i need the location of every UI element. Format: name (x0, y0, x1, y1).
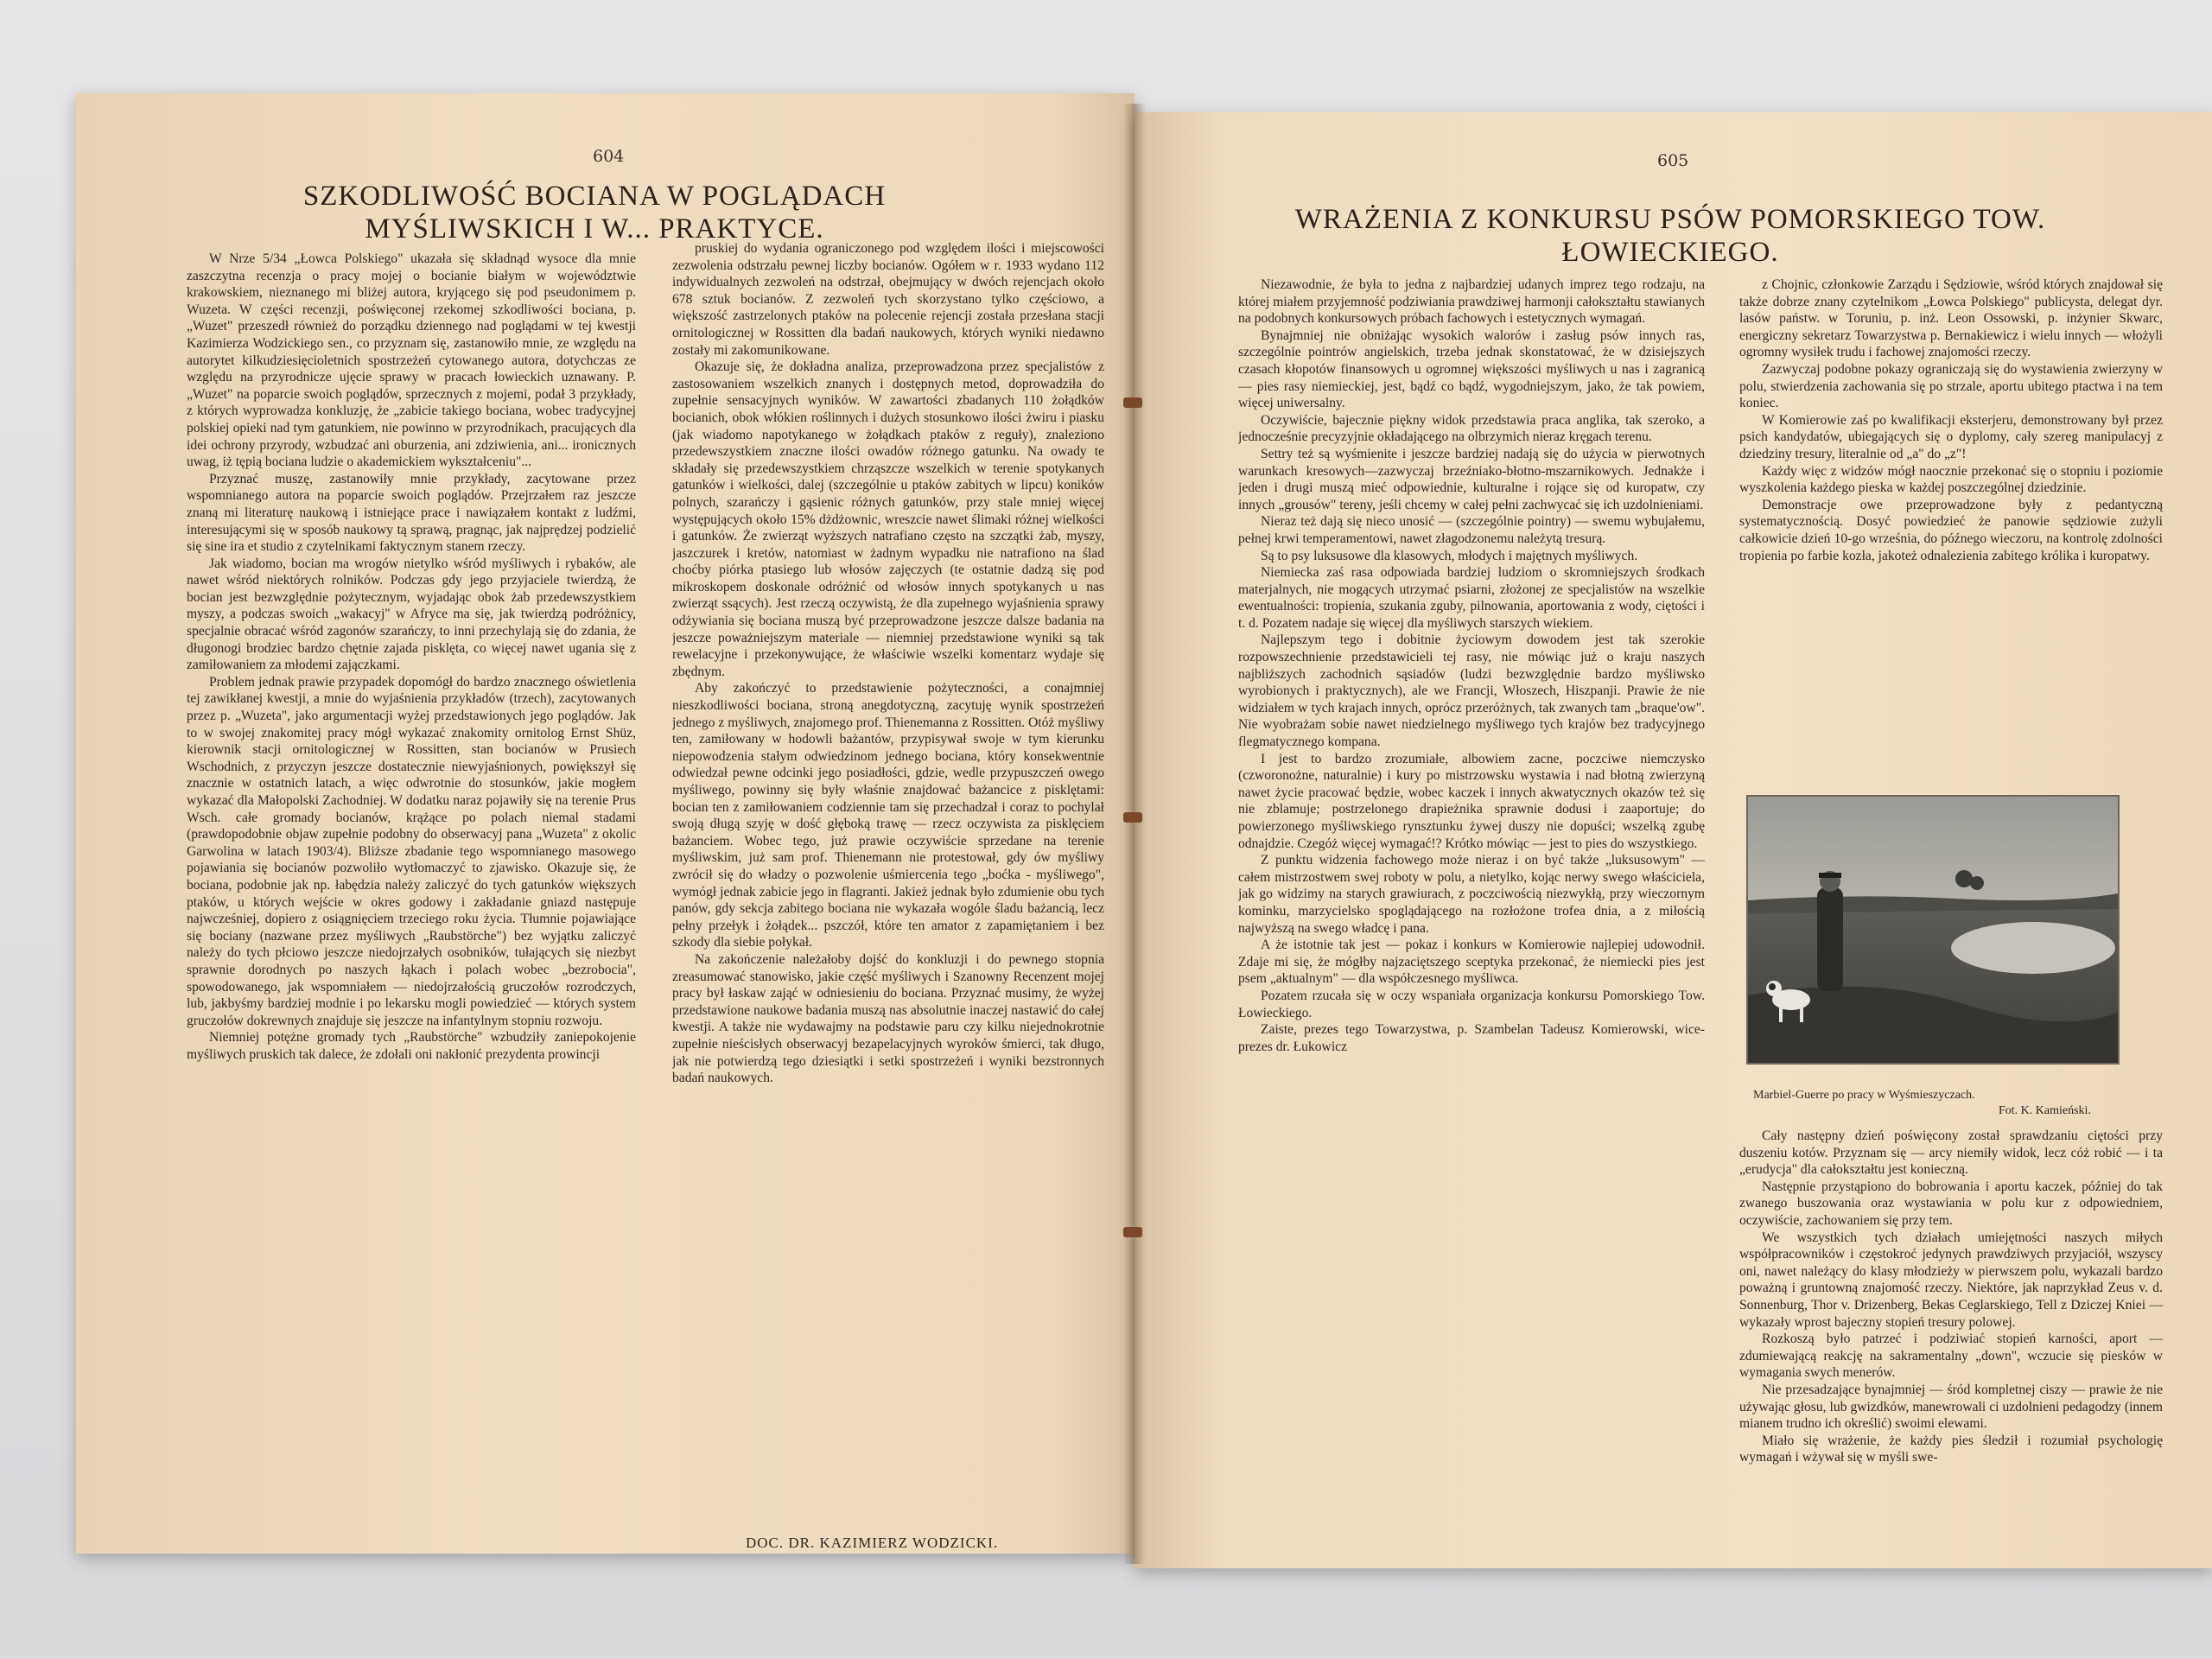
paragraph: Aby zakończyć to przedstawienie pożyteczności, a conajmniej nieszkodliwości bociana, stroną anegdotyczną, zacytuję wynik spostrzeżeń jednego z myśliwych, znajomego prof. Thienemanna z Rossitten. Otóż myśliwy ten, zamiłowany w hodowli bażantów, przypisywał swoje w tym kierunku niepowodzenia stałym odwiedzinom jednego bociana, który konsekwentnie odwiedzał pewne odcinki jego posiadłości, gdzie, wedle przypuszczeń owego myśliwego, powinny się były właśnie znajdować bażancice z pisklętami: bocian ten z zamiłowaniem codziennie tam się przechadzał i coraz to pochylał swoją długą szyję w dość głęboką trawę — rzecz oczywista za pisklęciem bażanciem. Wobec tego, już prawie oczywiście sprzedane na terenie myśliwskim, już sam prof. Thienemann nie protestował, gdy ów myśliwy zwrócił się do władzy o pozwolenie uśmiercenia tego „boćka - myśliwego", wymógł jednak zabicie jego in flagranti. Jakież jednak było zdumienie obu tych panów, gdy sekcja zabitego bociana nie wykazała wogóle śladu bażancią, lecz pełny przełyk i żołądek... pszczół, które ten amator z zapamiętaniem i bez szkody dla siebie połykał. (672, 681, 1104, 950)
paragraph: Cały następny dzień poświęcony został sprawdzaniu ciętości przy duszeniu kotów. Przyznam się — arcy niemiły widok, lecz cóż robić — i ta „erudycja" dla całokształtu jest konieczną. (1739, 1128, 2163, 1178)
paragraph: Są to psy luksusowe dla klasowych, młodych i majętnych myśliwych. (1261, 548, 1638, 563)
paragraph: Niemniej potężne gromady tych „Raubstörche" wzbudziły zaniepokojenie myśliwych pruskich tak dalece, że zdołali oni nakłonić prezydenta prowincji (187, 1030, 636, 1062)
page-number-right: 605 (1657, 151, 1689, 170)
article-column-left-2 (672, 240, 1104, 1476)
paragraph: I jest to bardzo zrozumiałe, albowiem zacne, poczciwe niemczysko (czworonożne, naturalnie) i kury po mistrzowsku wystawia i nad błotną zwierzyną nawet życie pracować będzie, wobec kaczek i innych akwatycznych okazów też się nie zblamuje; postrzelonego drapieżnika sprawnie dodusi i zaaportuje; do powierzonego myśliwskiego rynsztunku żywej duszy nie dopuści; wszelką zgubę odnajdzie. Czegóż więcej wymagać!? Krótko mówiąc — jest to pies do wszystkiego. (1238, 751, 1705, 851)
paragraph: Następnie przystąpiono do bobrowania i aportu kaczek, później do tak zwanego buszowania oraz wystawiania w polu kur z odpowiedniem, oczywiście, zachowaniem się przy tem. (1739, 1179, 2163, 1228)
left-page (76, 93, 1135, 1554)
paragraph: z Chojnic, członkowie Zarządu i Sędziowie, wśród których znajdował się także dobrze znany czytelnikom „Łowca Polskiego" publicysta, delegat dyr. lasów państw. w Toruniu, p. inż. Leon Ossowski, p. inżynier Skwarc, energiczny sekretarz Towarzystwa p. Bernakiewicz i wielu innych — włożyli ogromny wysiłek trudu i fachowej znajomości rzeczy. (1739, 277, 2163, 360)
article-column-left-1 (187, 251, 636, 1547)
paragraph: Problem jednak prawie przypadek dopomógł do bardzo znacznego oświetlenia tej zawikłanej kwestji, a mnie do wyjaśnienia przykładów (trzech), zacytowanych przez p. „Wuzeta", jako argumentacji wyżej przedstawionych jego poglądów. Jak to w swojej znakomitej pracy mógł wykazać znakomity ornitolog Ernst Shüz, kierownik stacji ornitologicznej w Rossitten, stan bocianów w Prusiech Wschodnich, z przyczyn jeszcze dostatecznie niewyjaśnionych, powiększył się znacznie w ostatnich latach, a więc odwrotnie do stosunków, jakie mogłem wykazać dla Małopolski Zachodniej. W dodatku naraz pojawiły się na terenie Prus Wsch. całe gromady bocianów, krążące po polach niemal stadami (prawdopodobnie objaw zupełnie podobny do obserwacyj pana „Wuzeta" z okolic Garwolina w latach 1903/4). Bliższe zbadanie tego wspomnianego masowego pojawiania się bocianów pozwoliło wytłomaczyć to zjawisko. Okazuje się, że bociana, podobnie jak np. łabędzia należy zaliczyć do tych gatunków większych ptaków, u których wejście w okres godowy i zakładanie gniazd następuje najwcześniej, dopiero z osiągnięciem trzeciego roku życia. Tłumnie pojawiające się bociany (nazwane przez myśliwych „Raubstörche") bez wyjątku zaliczyć należy do tych płciowo jeszcze niedojrzałych osobników, tułających się niezbyt sprawnie dorodnych po naszych łąkach i polach wobec „bezrobocia", spowodowanego, jak wspomniałem — niedojrzałością gruczołów rozrodczych, lub, jakbyśmy bardziej modnie i po lekarsku mogli powiedzieć — których system gruczołów dokrewnych znajduje się jeszcze na infantylnym stopniu rozwoju. (187, 674, 636, 1028)
paragraph: W Nrze 5/34 „Łowca Polskiego" ukazała się składnąd wysoce dla mnie zaszczytna recenzja o pracy mojej o bocianie białym w województwie krakowskiem, nieznanego mi bliżej autora, kryjącego się pod pseudonimem p. Wuzeta. W części recenzji, poświęconej rzekomej szkodliwości bociana, p. „Wuzet" przeszedł również do porządku dziennego nad poglądami w tej kwestji Kazimierza Wodzickiego sen., co przyznam się, zastanowiło mnie, ze względu na autorytet kilkudziesięcioletnich spostrzeżeń cytowanego autora, dotychczas ze względu na przyrodnicze ujęcie sprawy w pracach łowieckich uznawany. P. „Wuzet" na poparcie swoich poglądów, sprzecznych z mojemi, podał 3 przykłady, z których wyprowadza konkluzję, że „zabicie takiego bociana, wobec tradycyjnej polskiej opieki nad tym gatunkiem, nie powinno w przyrodnikach, pracujących dla idei ochrony przyrody, wzbudzać ani oburzenia, ani zdziwienia, ani... ironicznych uwag, iż tępią bociana ludzie o akademickiem wykształceniu"... (187, 251, 636, 470)
binding-staple-top (1123, 397, 1142, 408)
page-gutter (1123, 104, 1146, 1564)
paragraph: Oczywiście, bajecznie piękny widok przedstawia praca anglika, tak szeroko, a jednocześnie precyzyjnie okładającego na olbrzymich nieraz kręgach terenu. (1238, 412, 1705, 445)
photo-caption: Marbiel-Guerre po pracy w Wyśmieszyczach. (1753, 1089, 1975, 1102)
paragraph: Zaiste, prezes tego Towarzystwa, p. Szambelan Tadeusz Komierowski, wice-prezes dr. Łukowicz (1238, 1022, 1705, 1054)
paragraph: Najlepszym tego i dobitnie życiowym dowodem jest tak szerokie rozpowszechnienie przedstawicieli tej rasy, nie mówiąc już o kraju naszych najbliższych zachodnich sąsiadów (ludzi bezwzględnie bardzo myśliwsko wyrobionych i praktycznych), ale we Francji, Włoszech, Hiszpanji. Prawie że nie widziałem w tych krajach innych, oprócz przeróżnych, tak zwanych tam „braque'ow". Nie wyobrażam sobie nawet niedzielnego myśliwego tych krajów bez tradycyjnego flegmatycznego kompana. (1238, 632, 1705, 750)
paragraph: Niezawodnie, że była to jedna z najbardziej udanych imprez tego rodzaju, na której miałem przyjemność podziwiania prawdziwej harmonji całokształtu stawianych na podobnych konkursowych próbach fachowych i estetycznych wymagań. (1238, 277, 1705, 327)
binding-staple-middle (1123, 812, 1142, 823)
paragraph: Nieraz też dają się nieco unosić — (szczególnie pointry) — swemu wybujałemu, pełnej krwi temperamentowi, nawet złagodzonemu należytą tresurą. (1238, 514, 1705, 546)
article-title-left: SZKODLIWOŚĆ BOCIANA W POGLĄDACH MYŚLIWSKICH I W... PRAKTYCE. (302, 181, 887, 245)
author-signature: DOC. DR. KAZIMIERZ WODZICKI. (746, 1535, 999, 1551)
article-column-right-1 (1238, 276, 1705, 1538)
article-column-right-2-top (1739, 276, 2163, 786)
paragraph: Miało się wrażenie, że każdy pies śledził i rozumiał psychologię wymagań i wżywał się w myśli swe- (1739, 1433, 2163, 1465)
paragraph: Demonstracje owe przeprowadzone były z pedantyczną systematycznością. Dosyć powiedzieć że panowie sędziowie zużyli całkowicie dzień 10-go września, do późnego wieczoru, na kontrolę zdolności tropienia po farbie kozła, jakoteż odnalezienia zabitego królika i kuropatwy. (1739, 497, 2163, 563)
paragraph: W Komierowie zaś po kwalifikacji eksterjeru, demonstrowany był przez psich kandydatów, ubiegających się o dyplomy, cały szereg manipulacyj z dziedziny tresury, literalnie od „a" do „z"! (1739, 412, 2163, 461)
paragraph: Przyznać muszę, zastanowiły mnie przykłady, zacytowane przez wspomnianego autora na poparcie swoich poglądów. Przejrzałem raz jeszcze znaną mi literaturę naukową i istniejące prace i nawiązałem kontakt z ludźmi, interesującymi się w sposób naukowy tą sprawą, pragnąc, jak najprędzej podzielić się sine ira et studio z czytelnikami faktycznym stanem rzeczy. (187, 471, 636, 555)
article-title-right: WRAŻENIA Z KONKURSU PSÓW POMORSKIEGO TOW. ŁOWIECKIEGO. (1294, 204, 2046, 268)
paragraph: Pozatem rzucała się w oczy wspaniała organizacja konkursu Pomorskiego Tow. Łowieckiego. (1238, 988, 1705, 1020)
paragraph: Okazuje się, że dokładna analiza, przeprowadzona przez specjalistów z zastosowaniem wszelkich znanych i dostępnych metod, doprowadziła do zupełnie sensacyjnych wyników. W zawartości zbadanych 110 żołądków bocianich, obok włókien roślinnych i dużych stosunkowo ilości żwiru i piasku (jak wiadomo napotykanego w żołądkach ptaków z reguły), znaleziono przedewszystkiem znaczne ilości owadów różnego gatunku. Na owady te składały się przedewszystkiem chrząszcze wszelkich w terenie spotykanych gatunków i wielkości, dalej (szczególnie u ptaków zabitych w lipcu) koników polnych, szarańczy i gąsienic różnych gatunków, przy stale mniej więcej występujących około 15% dżdżownic, wreszcie nawet ślimaki różnej wielkości i gatunków. Że zwierząt wyższych natrafiano często na szczątki żab, myszy, jaszczurek i kretów, natomiast w żadnym wypadku nie natrafiono na ślad choćby piórka ptasiego lub włosów zajęczych (te ostatnie dadzą się pod mikroskopem doskonale odróżnić od włosów innych spotykanych u nas zwierząt ssących). Jest rzeczą oczywistą, że dla zupełnego wyjaśnienia sprawy odżywiania się bociana muszą być przeprowadzone jeszcze dalsze badania na jeszcze poważniejszym materiale — niemniej przedstawione wyniki są tak rewelacyjne i przekonywujące, że właściwie wszelki komentarz wydaje się zbędnym. (672, 359, 1104, 679)
paragraph: Każdy więc z widzów mógł naocznie przekonać się o stopniu i poziomie wyszkolenia każdego pieska w każdej poszczególnej dziedzinie. (1739, 463, 2163, 496)
paragraph: Z punktu widzenia fachowego może nieraz i on być także „luksusowym" — całem mistrzostwem swej roboty w polu, a nietylko, kojąc nerwy swego właściciela, jak go widzimy na starych grawiurach, z poczciwością niezwykłą, przy wieczornym kominku, marzycielsko spoglądającego na rozłożone trofea dnia, a z miłością najwyższą na swego władcę i pana. (1238, 853, 1705, 936)
paragraph: Niemiecka zaś rasa odpowiada bardziej ludziom o skromniejszych środkach materjalnych, nie mogących utrzymać psiarni, złożonej ze specjalistów na wszelkie ewentualności: tropienia, szukania zguby, pilnowania, aportowania z wody, ciętości i t. d. Pozatem nadaje się więcej dla myśliwych starszych wiekiem. (1238, 565, 1705, 631)
paragraph: Zazwyczaj podobne pokazy ograniczają się do wystawienia zwierzyny w polu, stwierdzenia zachowania się po strzale, aportu ubitego ptactwa i na tem koniec. (1739, 361, 2163, 411)
paragraph: Jak wiadomo, bocian ma wrogów nietylko wśród myśliwych i rybaków, ale nawet wśród niektórych rolników. Podczas gdy jego przyjaciele twierdzą, że bocian jest bezwzględnie pożytecznym, wyjadając obok żab przedewszystkiem myszy, a podczas swoich „wakacyj" w Afryce ma się, jak twierdzą podróżnicy, specjalnie obracać wśród zagonów szarańczy, to inni przechylają się do zdania, że długonogi brodziec bardzo chętnie zajada pisklęta, co więcej nawet ugania się z zamiłowaniem za młodemi zajączkami. (187, 556, 636, 673)
paragraph: Rozkoszą było patrzeć i podziwiać stopień karności, aport — zdumiewającą reakcję na sakramentalny „down", wczucie się piesków w wymagania swych menerów. (1739, 1332, 2163, 1381)
paragraph: Nie przesadzające bynajmniej — śród kompletnej ciszy — prawie że nie używając głosu, lub gwizdków, manewrowali ci uzdolnieni pedagodzy (innem mianem trudno ich określić) swoimi elewami. (1739, 1382, 2163, 1432)
magazine-spread (76, 86, 2212, 1590)
page-number-left: 604 (593, 147, 625, 166)
photo-credit: Fot. K. Kamieński. (1999, 1104, 2091, 1117)
photo-image (1748, 797, 2118, 1063)
article-column-right-2-bottom (1739, 1128, 2163, 1542)
paragraph: Settry też są wyśmienite i jeszcze bardziej nadają się do użycia w pierwotnych warunkach kresowych—zazwyczaj brzeźniako-błotno-mszarnikowych. Jednakże i jeden i drugi muszą mieć odpowiednie, kulturalne i rojące się od kuropatw, czy innych „grousów" tereny, jeśli chcemy w całej pełni zachwycać się ich uzdolnieniami. (1238, 446, 1705, 512)
photo-hunter-with-dog (1746, 795, 2120, 1065)
paragraph: Bynajmniej nie obniżając wysokich walorów i zasług psów innych ras, szczególnie pointrów angielskich, trzeba jednak skonstatować, że w dzisiejszych czasach kłopotów finansowych u ogromnej większości myśliwych u nas i zagranicą — pies rasy niemieckiej, jest, bądź co bądź, wygodniejszym, jako, że tak powiem, więcej uniwersalny. (1238, 327, 1705, 411)
paragraph: Na zakończenie należałoby dojść do konkluzji i do pewnego stopnia zreasumować stanowisko, jakie część myśliwych i Szanowny Recenzent mojej pracy był łaskaw zająć w odniesieniu do bociana. Przyznać musimy, że wyżej przedstawione naukowe badania muszą nas absolutnie inaczej nastawić do całej kwestji. A także nie wydawajmy na podstawie paru czy kilku niejednokrotnie zupełnie nieścisłych obserwacyj bezapelacyjnych wyroków śmierci, tak długo, jak nie potwierdzą tego dziesiątki i setki spostrzeżeń i wyniki bezstronnych badań naukowych. (672, 951, 1104, 1086)
paragraph: pruskiej do wydania ograniczonego pod względem ilości i miejscowości zezwolenia odstrzału pewnej liczby bocianów. Ogółem w r. 1933 wydano 112 indywidualnych zezwoleń na odstrzał, obejmujący w dwóch rejencjach około 678 sztuk bocianów. Z zezwoleń tych skorzystano tylko częściowo, a większość zastrzelonych ptaków na polecenie rejencji została przesłana stacji ornitologicznej w Rossitten dla badań naukowych, których wyniki niedawno zostały mi zakomunikowane. (672, 241, 1104, 358)
paragraph: We wszystkich tych działach umiejętności naszych miłych współpracowników i częstokroć jedynych prawdziwych przyjaciół, wszyscy oni, nawet należący do klasy młodzieży w pierwszem polu, wykazali bardzo poważną i gruntowną znajomość rzeczy. Niektóre, jak naprzykład Zeus v. d. Sonnenburg, Thor v. Drizenberg, Bekas Ceglarskiego, Tell z Dziczej Kniei — wykazały wprost bajeczny stopień tresury polowej. (1739, 1230, 2163, 1330)
paragraph: A że istotnie tak jest — pokaz i konkurs w Komierowie najlepiej udowodnił. Zdaje mi się, że mógłby najzaciętszego sceptyka przekonać, że niemiecki pies jest psem „aktualnym" — dla współczesnego myśliwca. (1238, 938, 1705, 987)
right-page (1135, 112, 2212, 1568)
binding-staple-bottom (1123, 1227, 1142, 1237)
